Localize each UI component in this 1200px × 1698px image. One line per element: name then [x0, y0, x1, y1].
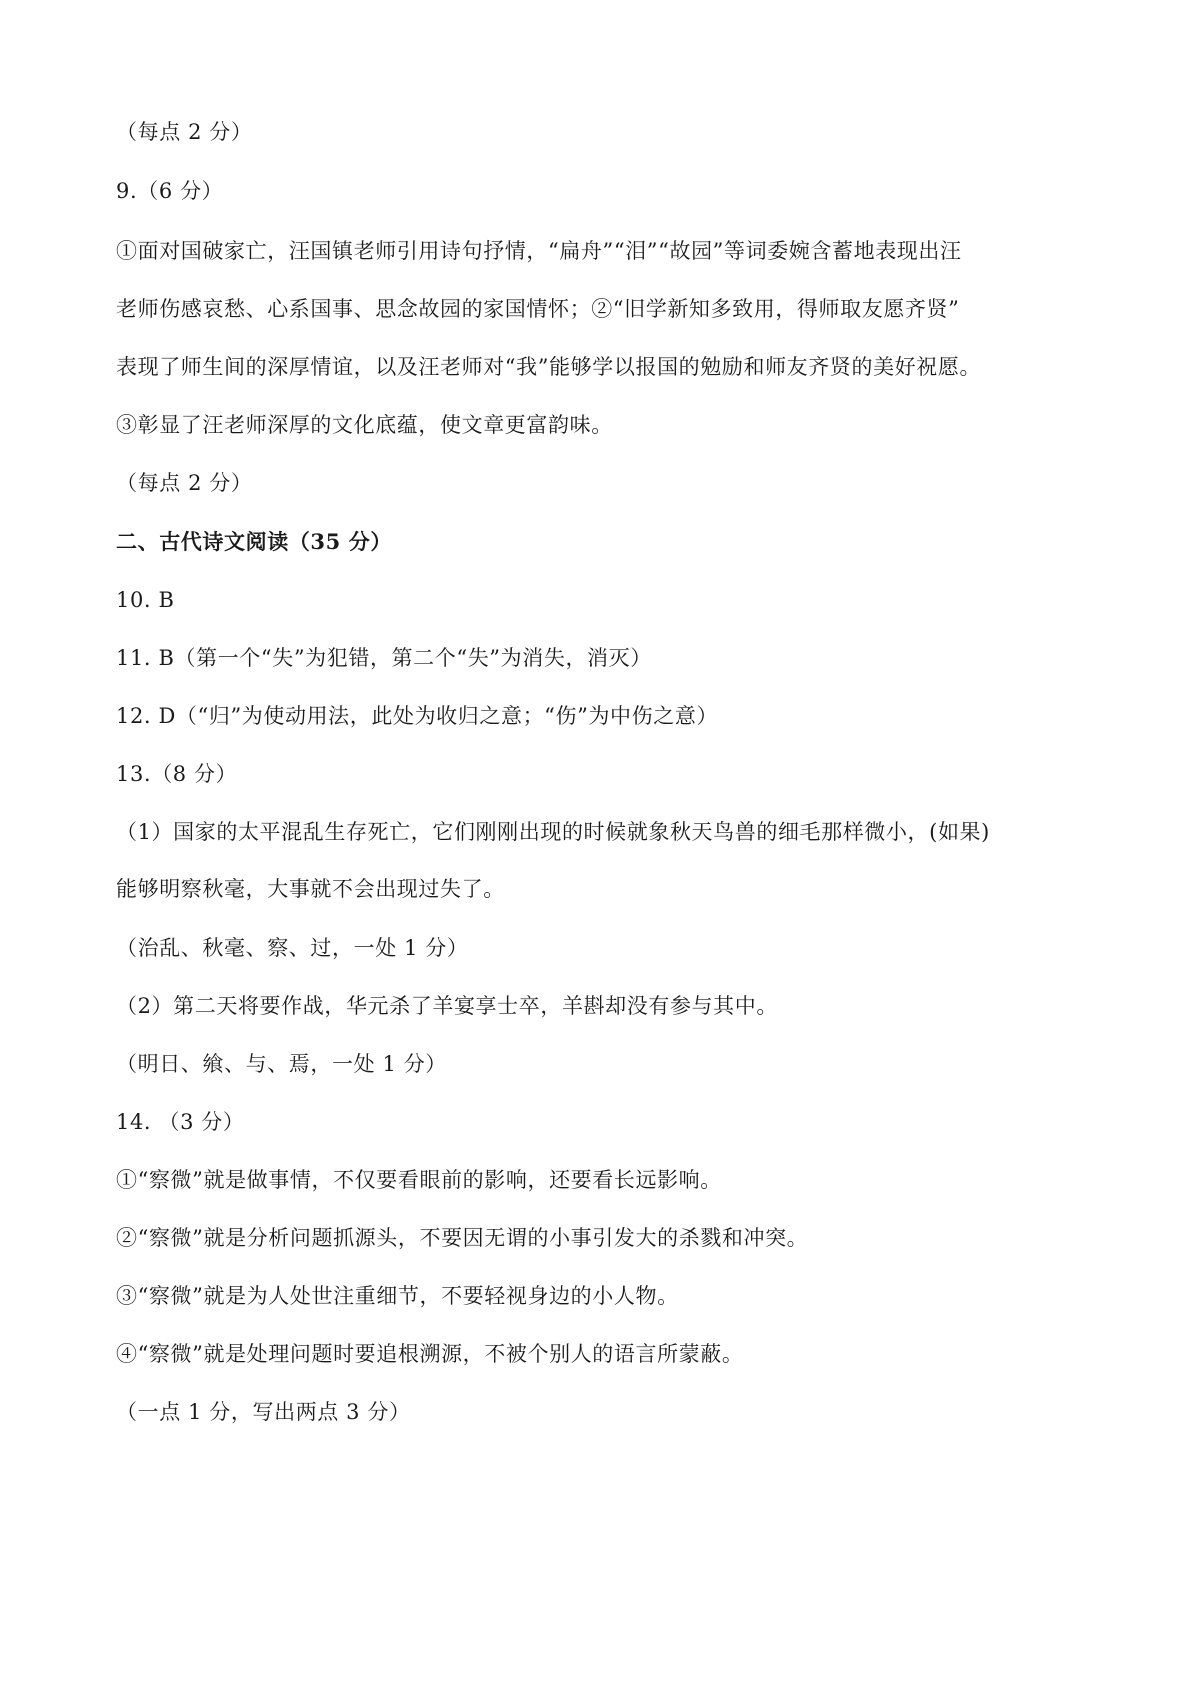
answer-9-line-4: ③彰显了汪老师深厚的文化底蕴，使文章更富韵味。: [116, 413, 613, 437]
question-14-heading: 14. （3 分）: [116, 1110, 245, 1134]
question-9-heading: 9.（6 分）: [116, 179, 224, 203]
answer-14-point-1: ①“察微”就是做事情，不仅要看眼前的影响，还要看长远影响。: [116, 1168, 722, 1192]
answer-14-point-2: ②“察微”就是分析问题抓源头，不要因无谓的小事引发大的杀戮和冲突。: [116, 1226, 809, 1250]
answer-9-line-2: 老师伤感哀愁、心系国事、思念故园的家国情怀；②“旧学新知多致用，得师取友愿齐贤”: [116, 297, 960, 321]
scoring-note: （治乱、秋毫、察、过，一处 1 分）: [116, 936, 469, 960]
answer-13-1-line-1: （1）国家的太平混乱生存死亡，它们刚刚出现的时候就象秋天鸟兽的细毛那样微小，(如果): [116, 820, 990, 844]
scoring-note: （每点 2 分）: [116, 471, 253, 495]
answer-10: 10. B: [116, 588, 175, 612]
answer-9-line-1: ①面对国破家亡，汪国镇老师引用诗句抒情，“扁舟”“泪”“故园”等词委婉含蓄地表现出汪: [116, 239, 962, 263]
answer-12: 12. D（“归”为使动用法，此处为收归之意；“伤”为中伤之意）: [116, 704, 719, 728]
scoring-note: （每点 2 分）: [116, 120, 253, 144]
scoring-note: （一点 1 分，写出两点 3 分）: [116, 1400, 411, 1424]
answer-13-1-line-2: 能够明察秋毫，大事就不会出现过失了。: [116, 877, 505, 901]
answer-14-point-4: ④“察微”就是处理问题时要追根溯源，不被个别人的语言所蒙蔽。: [116, 1342, 744, 1366]
answer-13-2: （2）第二天将要作战，华元杀了羊宴享士卒，羊斟却没有参与其中。: [116, 994, 778, 1018]
answer-14-point-3: ③“察微”就是为人处世注重细节，不要轻视身边的小人物。: [116, 1284, 679, 1308]
scoring-note: （明日、飨、与、焉，一处 1 分）: [116, 1052, 447, 1076]
section-2-heading: 二、古代诗文阅读（35 分）: [116, 529, 392, 554]
answer-11: 11. B（第一个“失”为犯错，第二个“失”为消失，消灭）: [116, 646, 652, 670]
question-13-heading: 13.（8 分）: [116, 762, 238, 786]
answer-9-line-3: 表现了师生间的深厚情谊，以及汪老师对“我”能够学以报国的勉励和师友齐贤的美好祝愿。: [116, 355, 982, 379]
